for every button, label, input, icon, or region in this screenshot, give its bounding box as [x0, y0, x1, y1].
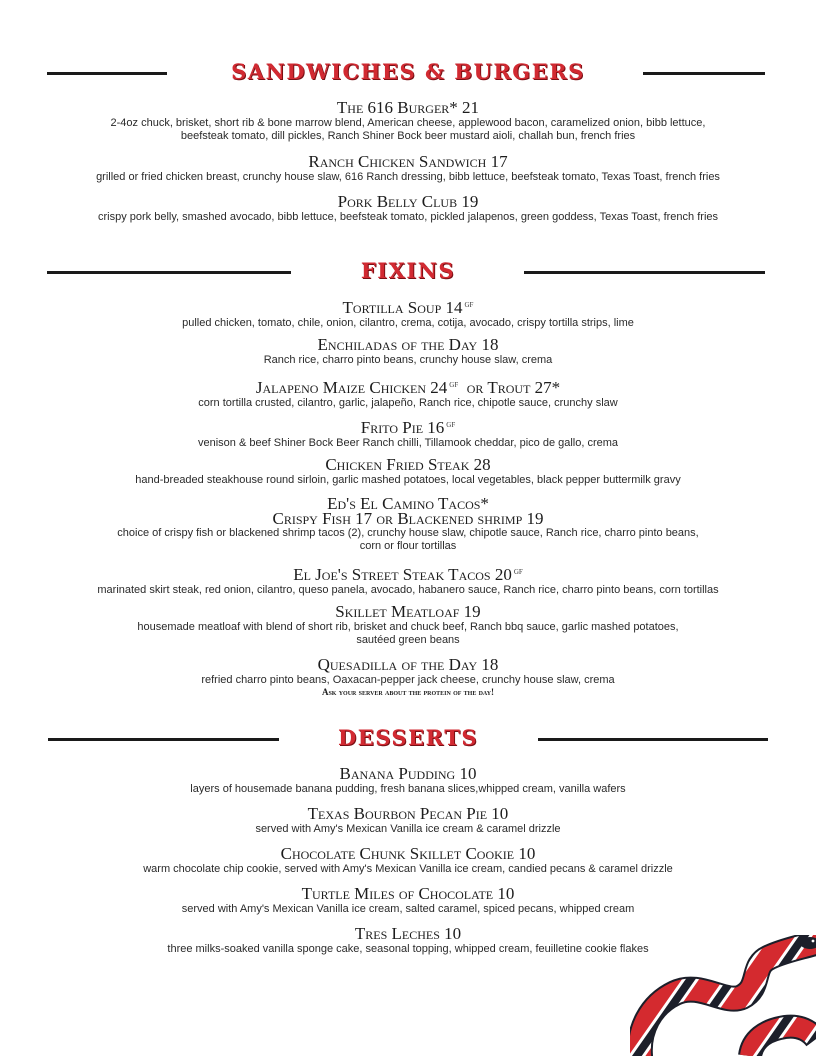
- item-title: Tortilla Soup 14: [342, 298, 463, 317]
- menu-item-turtle-chocolate: [40, 885, 776, 916]
- menu-item-jalapeno-maize-chicken: [40, 376, 776, 410]
- item-description: refried charro pinto beans, Oaxacan-pepper jack cheese, crunchy house slaw, crema: [201, 674, 615, 686]
- item-description: served with Amy's Mexican Vanilla ice cream & caramel drizzle: [255, 823, 561, 835]
- item-title: Quesadilla of the Day 18: [317, 655, 499, 674]
- item-title: Ranch Chicken Sandwich 17: [308, 152, 508, 171]
- menu-item-street-steak-tacos: [40, 563, 776, 597]
- server-note: Ask your server about the protein of the day!: [321, 687, 495, 697]
- section-title-fixins: FIXINS: [360, 258, 456, 283]
- item-description: marinated skirt steak, red onion, cilantro, queso panela, avocado, habanero sauce, Ranch rice, charro pinto beans, corn tortillas: [97, 584, 719, 596]
- item-title: Chicken Fried Steak 28: [325, 455, 491, 474]
- item-description: choice of crispy fish or blackened shrimp tacos (2), crunchy house slaw, chipotle sauce, Ranch rice, charro pinto beans,: [117, 527, 699, 539]
- item-description-line2: sautéed green beans: [356, 634, 460, 646]
- item-description: crispy pork belly, smashed avocado, bibb lettuce, beefsteak tomato, pickled jalapenos, green goddess, Texas Toast, french fries: [97, 211, 719, 223]
- item-description: served with Amy's Mexican Vanilla ice cream, salted caramel, spiced pecans, whipped cream: [181, 903, 635, 915]
- section-header-sandwiches: [0, 58, 816, 88]
- item-description: grilled or fried chicken breast, crunchy house slaw, 616 Ranch dressing, bibb lettuce, beefsteak tomato, Texas Toast, french fries: [96, 171, 720, 183]
- item-title: Texas Bourbon Pecan Pie 10: [307, 804, 509, 823]
- section-header-desserts: [0, 724, 816, 754]
- item-description: warm chocolate chip cookie, served with Amy's Mexican Vanilla ice cream, candied pecans & caramel drizzle: [143, 863, 673, 875]
- item-description: Ranch rice, charro pinto beans, crunchy house slaw, crema: [263, 354, 553, 366]
- item-title: Banana Pudding 10: [339, 764, 477, 783]
- menu-item-pork-belly-club: [40, 193, 776, 224]
- gluten-free-badge: GF: [449, 381, 459, 389]
- item-title-line2: Crispy Fish 17 or Blackened shrimp 19: [272, 509, 544, 528]
- divider-right: [538, 738, 768, 741]
- item-title: Tres Leches 10: [354, 924, 462, 943]
- divider-right: [643, 72, 765, 75]
- menu-item-banana-pudding: [40, 765, 776, 796]
- menu-item-ranch-chicken-sandwich: [40, 153, 776, 184]
- item-title-alt: or Trout 27*: [466, 378, 561, 397]
- item-title: Jalapeno Maize Chicken 24: [255, 378, 448, 397]
- menu-item-chicken-fried-steak: [40, 456, 776, 487]
- item-description: three milks-soaked vanilla sponge cake, seasonal topping, whipped cream, feuilletine cookie flakes: [167, 943, 649, 955]
- item-description: hand-breaded steakhouse round sirloin, garlic mashed potatoes, local vegetables, black pepper buttermilk gravy: [135, 474, 681, 486]
- section-header-fixins: [0, 257, 816, 287]
- gluten-free-badge: GF: [464, 301, 474, 309]
- item-title: Skillet Meatloaf 19: [335, 602, 481, 621]
- gluten-free-badge: GF: [446, 421, 456, 429]
- item-description: layers of housemade banana pudding, fresh banana slices,whipped cream, vanilla wafers: [190, 783, 626, 795]
- item-description: venison & beef Shiner Bock Beer Ranch chilli, Tillamook cheddar, pico de gallo, crema: [197, 437, 619, 449]
- item-description: housemade meatloaf with blend of short rib, brisket and chuck beef, Ranch bbq sauce, garlic mashed potatoes,: [137, 621, 679, 633]
- menu-item-616-burger: [40, 99, 776, 143]
- divider-right: [524, 271, 765, 274]
- item-description-line2: beefsteak tomato, dill pickles, Ranch Shiner Bock beer mustard aioli, challah bun, french fries: [180, 130, 636, 142]
- menu-item-skillet-meatloaf: [40, 603, 776, 647]
- menu-item-enchiladas: [40, 336, 776, 367]
- item-title: Enchiladas of the Day 18: [317, 335, 499, 354]
- gluten-free-badge: GF: [513, 568, 523, 576]
- item-description: corn tortilla crusted, cilantro, garlic, jalapeño, Ranch rice, chipotle sauce, crunchy slaw: [198, 397, 618, 409]
- menu-item-pecan-pie: [40, 805, 776, 836]
- item-title: The 616 Burger* 21: [336, 98, 480, 117]
- section-title-sandwiches: SANDWICHES & BURGERS: [231, 59, 585, 84]
- item-title: Chocolate Chunk Skillet Cookie 10: [280, 844, 536, 863]
- menu-item-tortilla-soup: [40, 296, 776, 330]
- menu-item-el-camino-tacos: [40, 496, 776, 553]
- menu-item-frito-pie: [40, 416, 776, 450]
- section-title-desserts: DESSERTS: [338, 725, 478, 750]
- item-title: Ed's El Camino Tacos*: [327, 494, 489, 513]
- item-title: Pork Belly Club 19: [337, 192, 479, 211]
- item-description: pulled chicken, tomato, chile, onion, cilantro, crema, cotija, avocado, crispy tortilla strips, lime: [182, 317, 634, 329]
- item-title: Frito Pie 16: [360, 418, 445, 437]
- menu-item-skillet-cookie: [40, 845, 776, 876]
- coral-snake-icon: [630, 935, 816, 1056]
- item-title: El Joe's Street Steak Tacos 20: [293, 565, 512, 584]
- item-description: 2-4oz chuck, brisket, short rib & bone marrow blend, American cheese, applewood bacon, caramelized onion, bibb lettuce,: [110, 117, 706, 129]
- menu-item-quesadilla: [40, 656, 776, 698]
- item-description-line2: corn or flour tortillas: [359, 540, 457, 552]
- item-title: Turtle Miles of Chocolate 10: [301, 884, 515, 903]
